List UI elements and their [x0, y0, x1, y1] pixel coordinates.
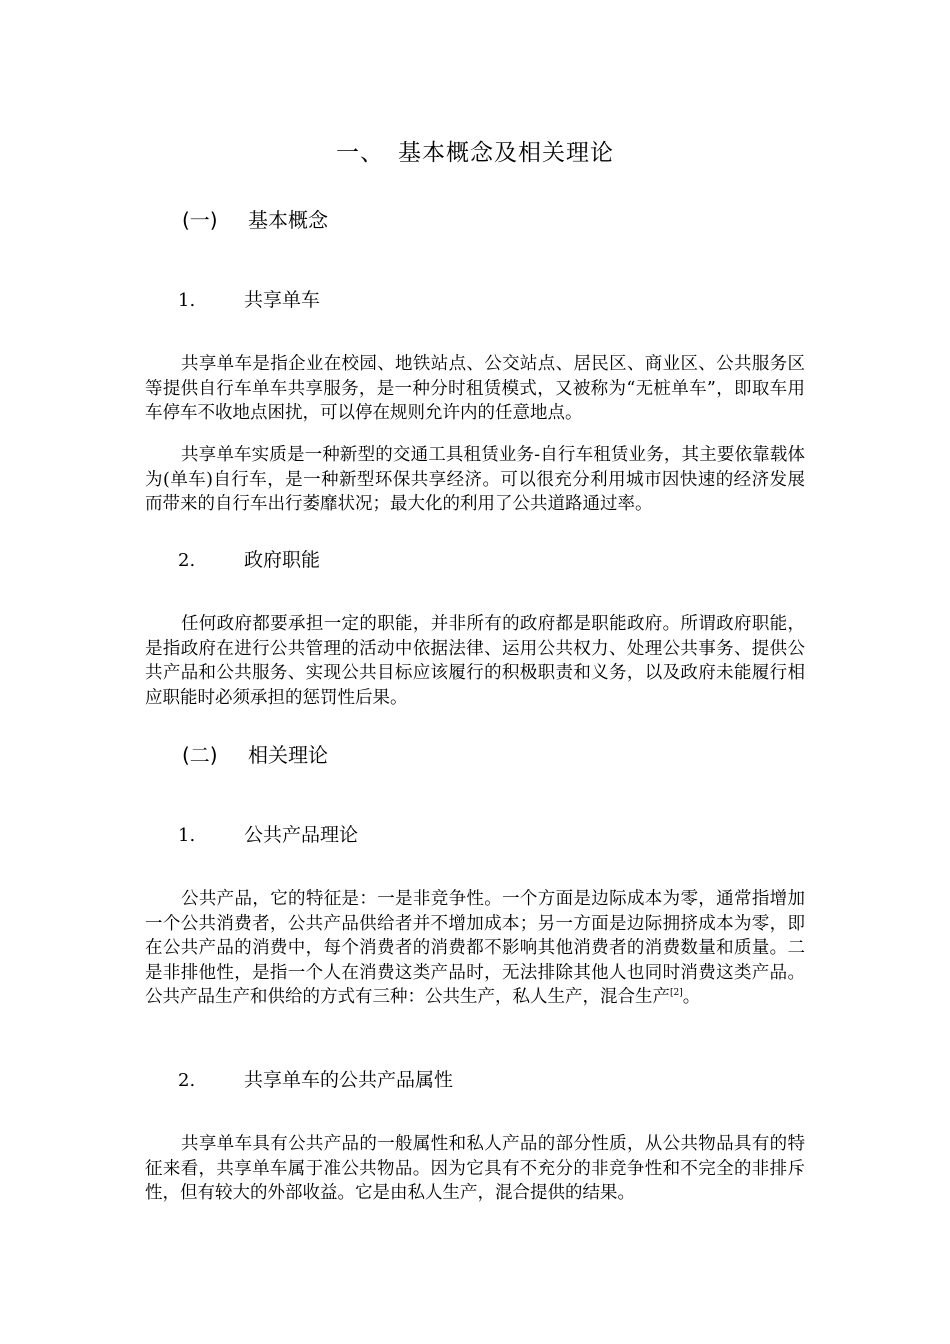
subsection-title: 相关理论	[248, 743, 328, 767]
item-title: 共享单车的公共产品属性	[244, 1069, 454, 1091]
subsection-heading-related-theories	[182, 739, 328, 768]
section-title: 基本概念及相关理论	[398, 140, 614, 166]
section-number: 一、	[336, 140, 384, 166]
paragraph-public-goods-theory	[145, 887, 805, 1010]
citation-reference[interactable]: [2]	[670, 988, 683, 999]
item-heading-public-goods-theory	[178, 820, 358, 847]
item-heading-shared-bike	[178, 285, 320, 312]
subsection-heading-basic-concepts	[182, 204, 328, 233]
item-title: 公共产品理论	[244, 824, 359, 846]
section-heading	[0, 134, 950, 167]
paragraph-shared-bike-public-goods: 共享单车具有公共产品的一般属性和私人产品的部分性质，从公共物品具有的特征来看，共享单车属于准公共物品。因为它具有不充分的非竞争性和不完全的非排斥性，但有较大的外部收益。它是由私人生产，混合提供的结果。	[145, 1134, 805, 1203]
item-number: 1.	[178, 290, 196, 311]
paragraph-shared-bike-definition: 共享单车是指企业在校园、地铁站点、公交站点、居民区、商业区、公共服务区等提供自行车单车共享服务，是一种分时租赁模式，又被称为“无桩单车”，即取车用车停车不收地点困扰，可以停在规则允许内的任意地点。	[145, 354, 805, 423]
paragraph-end-punctuation: 。	[682, 987, 701, 1007]
item-heading-shared-bike-public-goods	[178, 1065, 453, 1092]
subsection-number: (二)	[182, 743, 218, 767]
item-title: 共享单车	[244, 289, 321, 311]
item-heading-government-functions	[178, 545, 320, 572]
item-number: 2.	[178, 550, 196, 571]
subsection-number: (一)	[182, 208, 218, 232]
item-title: 政府职能	[244, 549, 321, 571]
paragraph-text: 公共产品，它的特征是：一是非竞争性。一个方面是边际成本为零，通常指增加一个公共消费者，公共产品供给者并不增加成本；另一方面是边际拥挤成本为零，即在公共产品的消费中，每个消费者的消费都不影响其他消费者的消费数量和质量。二是非排他性，是指一个人在消费这类产品时，无法排除其他人也同时消费这类产品。 公共产品生产和供给的方式有三种：公共生产，私人生产，混合生产	[145, 889, 805, 1007]
subsection-title: 基本概念	[248, 208, 328, 232]
paragraph-government-functions: 任何政府都要承担一定的职能，并非所有的政府都是职能政府。所谓政府职能，是指政府在进行公共管理的活动中依据法律、运用公共权力、处理公共事务、提供公共产品和公共服务、实现公共目标应该履行的积极职责和义务，以及政府未能履行相应职能时必须承担的惩罚性后果。	[145, 614, 805, 708]
item-number: 2.	[178, 1070, 196, 1091]
paragraph-shared-bike-essence: 共享单车实质是一种新型的交通工具租赁业务-自行车租赁业务，其主要依靠载体为(单车)自行车，是一种新型环保共享经济。可以很充分利用城市因快速的经济发展而带来的自行车出行萎靡状况；最大化的利用了公共道路通过率。	[145, 445, 805, 514]
item-number: 1.	[178, 825, 196, 846]
